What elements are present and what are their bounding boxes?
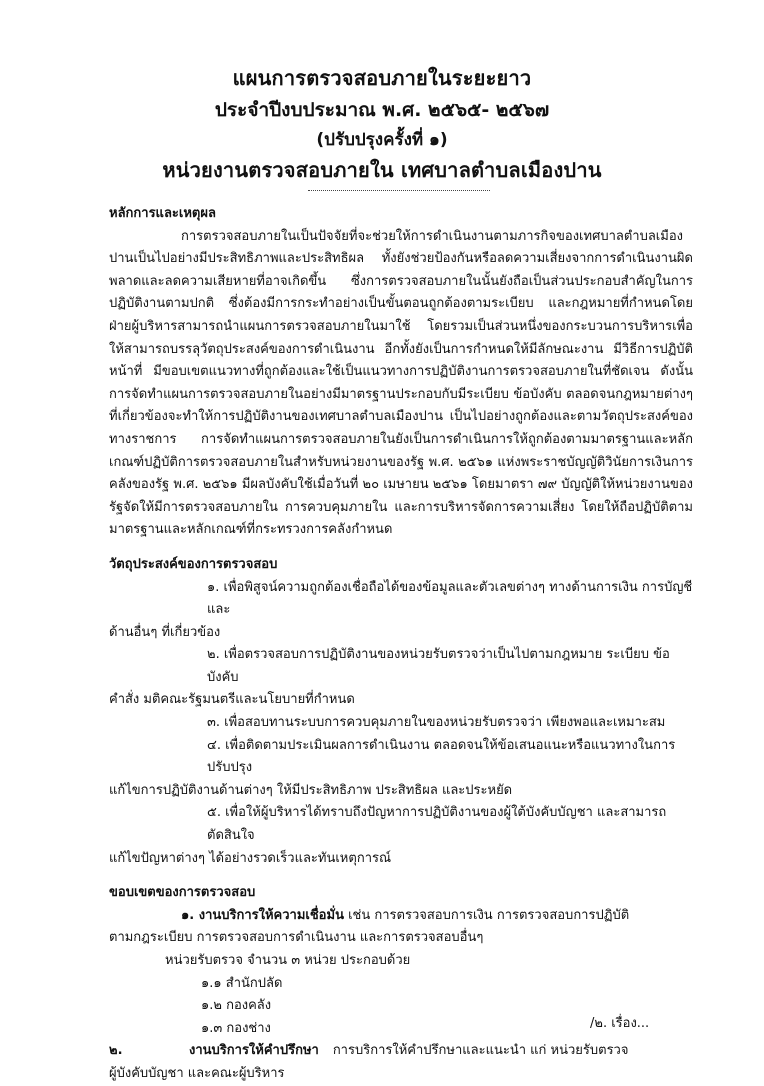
scope-item-1-continuation: ตามกฎระเบียบ การตรวจสอบการดำเนินงาน และการตรวจสอบอื่นๆ [109,930,484,946]
objective-item-3 [109,712,693,735]
scope-item-2 [109,1040,693,1063]
objective-item-2 [109,644,693,712]
document-header [0,62,764,186]
objective-item-continuation: คำสั่ง มติคณะรัฐมนตรีและนโยบายที่กำหนด [109,692,355,708]
spacer [109,542,693,554]
title-line-3: (ปรับปรุงครั้งที่ ๑) [316,130,448,150]
scope-item-1-lead: ๑. งานบริการให้ความเชื่อมั่น [181,907,344,923]
unit-item-2: ๑.๒ กองคลัง [201,998,272,1014]
objective-item-text: ๒. เพื่อตรวจสอบการปฏิบัติงานของหน่วยรับตรวจว่าเป็นไปตามกฎหมาย ระเบียบ ข้อบังคับ [207,647,670,685]
objectives-heading: วัตถุประสงค์ของการตรวจสอบ [109,556,278,572]
objective-item-text: ๔. เพื่อติดตามประเมินผลการดำเนินงาน ตลอดจนให้ข้อเสนอแนะหรือแนวทางในการปรับปรุง [207,737,676,776]
objective-item-5 [109,802,693,870]
dotted-divider [308,190,490,191]
objective-item-continuation: แก้ไขปัญหาต่างๆ ได้อย่างรวดเร็วและทันเหตุการณ์ [109,850,392,866]
scope-heading: ขอบเขตของการตรวจสอบ [109,885,256,901]
scope-item-2-continuation: ผู้บังคับบัญชา และคณะผู้บริหาร [109,1065,285,1081]
objective-item-1 [109,577,693,645]
objective-item-text: ๕. เพื่อให้ผู้บริหารได้ทราบถึงปัญหาการปฏิบัติงานของผู้ใต้บังคับบัญชา และสามารถตัดสินใจ [207,805,667,844]
continuation-note: /๒. เรื่อง... [590,1016,650,1031]
units-line: หน่วยรับตรวจ จำนวน ๓ หน่วย ประกอบด้วย [165,953,411,968]
title-line-1: แผนการตรวจสอบภายในระยะยาว [232,66,532,90]
title-line-2: ประจำปีงบประมาณ พ.ศ. ๒๕๖๕- ๒๕๖๗ [214,99,550,121]
unit-item-1: ๑.๑ สำนักปลัด [201,975,283,991]
objective-item-4 [109,735,693,803]
objective-item-text: ๑. เพื่อพิสูจน์ความถูกต้องเชื่อถือได้ของข้อมูลและตัวเลขต่างๆ ทางด้านการเงิน การบัญชี และ [207,579,693,618]
scope-item-2-number: ๒. [109,1043,123,1059]
unit-item-3: ๑.๓ กองช่าง [201,1020,271,1036]
objective-item-continuation: แก้ไขการปฏิบัติงานด้านต่างๆ ให้มีประสิทธิภาพ ประสิทธิผล และประหยัด [109,782,513,798]
document-body [109,203,693,1086]
objective-item-text: ๓. เพื่อสอบทานระบบการควบคุมภายในของหน่วยรับตรวจว่า เพียงพอและเหมาะสม [207,715,666,731]
title-line-4: หน่วยงานตรวจสอบภายใน เทศบาลตำบลเมืองปาน [162,158,602,182]
scope-item-2-text: การบริการให้คำปรึกษาและแนะนำ แก่ หน่วยรับตรวจ [332,1043,629,1059]
scope-item-1 [109,905,693,928]
principles-heading: หลักการและเหตุผล [109,206,216,221]
principles-paragraph: การตรวจสอบภายในเป็นปัจจัยที่จะช่วยให้การดำเนินงานตามภารกิจของเทศบาลตำบลเมืองปานเป็นไปอย่างมีประสิทธิภาพและประสิทธิผล ทั้งยังช่วยป้องกันหรือลดความเสี่ยงจากการดำเนินงานผิดพลาดและลดความเสียหายที่อาจเกิดขึ้น ซึ่งการตรวจสอบภายในนั้นยังถือเป็นส่วนประกอบสำคัญในการปฏิบัติงานตามปกติ ซึ่งต้องมีการกระทำอย่างเป็นขั้นตอนถูกต้องตามระเบียบ และกฎหมายที่กำหนดโดยฝ่ายผู้บริหารสามารถนำแผนการตรวจสอบภายในมาใช้ โดยรวมเป็นส่วนหนึ่งของกระบวนการบริหารเพื่อให้สามารถบรรลุวัตถุประสงค์ของการดำเนินงาน อีกทั้งยังเป็นการกำหนดให้มีลักษณะงาน มีวิธีการปฏิบัติหน้าที่ มีขอบเขตแนวทางที่ถูกต้องและใช้เป็นแนวทางการปฏิบัติงานการตรวจสอบภายในที่ชัดเจน ดังนั้น การจัดทำแผนการตรวจสอบภายในอย่างมีมาตรฐานประกอบกับมีระเบียบ ข้อบังคับ ตลอดจนกฎหมายต่างๆ ที่เกี่ยวข้องจะทำให้การปฏิบัติงานของเทศบาลตำบลเมืองปาน เป็นไปอย่างถูกต้องและตามวัตถุประสงค์ของทางราชการ การจัดทำแผนการตรวจสอบภายในยังเป็นการดำเนินการให้ถูกต้องตามมาตรฐานและหลักเกณฑ์ปฏิบัติการตรวจสอบภายในสำหรับหน่วยงานของรัฐ พ.ศ. ๒๕๖๑ แห่งพระราชบัญญัติวินัยการเงินการคลังของรัฐ พ.ศ. ๒๕๖๑ มีผลบังคับใช้เมื่อวันที่ ๒๐ เมษายน ๒๕๖๑ โดยมาตรา ๗๙ บัญญัติให้หน่วยงานของรัฐจัดให้มีการตรวจสอบภายใน การควบคุมภายใน และการบริหารจัดการความเสี่ยง โดยให้ถือปฏิบัติตามมาตรฐานและหลักเกณฑ์ที่กระทรวงการคลังกำหนด [109,228,693,538]
scope-item-2-lead: งานบริการให้คำปรึกษา [189,1043,319,1059]
scope-item-1-text: เช่น การตรวจสอบการเงิน การตรวจสอบการปฏิบัติ [343,907,630,923]
spacer [109,870,693,882]
objective-item-continuation: ด้านอื่นๆ ที่เกี่ยวข้อง [109,624,221,640]
